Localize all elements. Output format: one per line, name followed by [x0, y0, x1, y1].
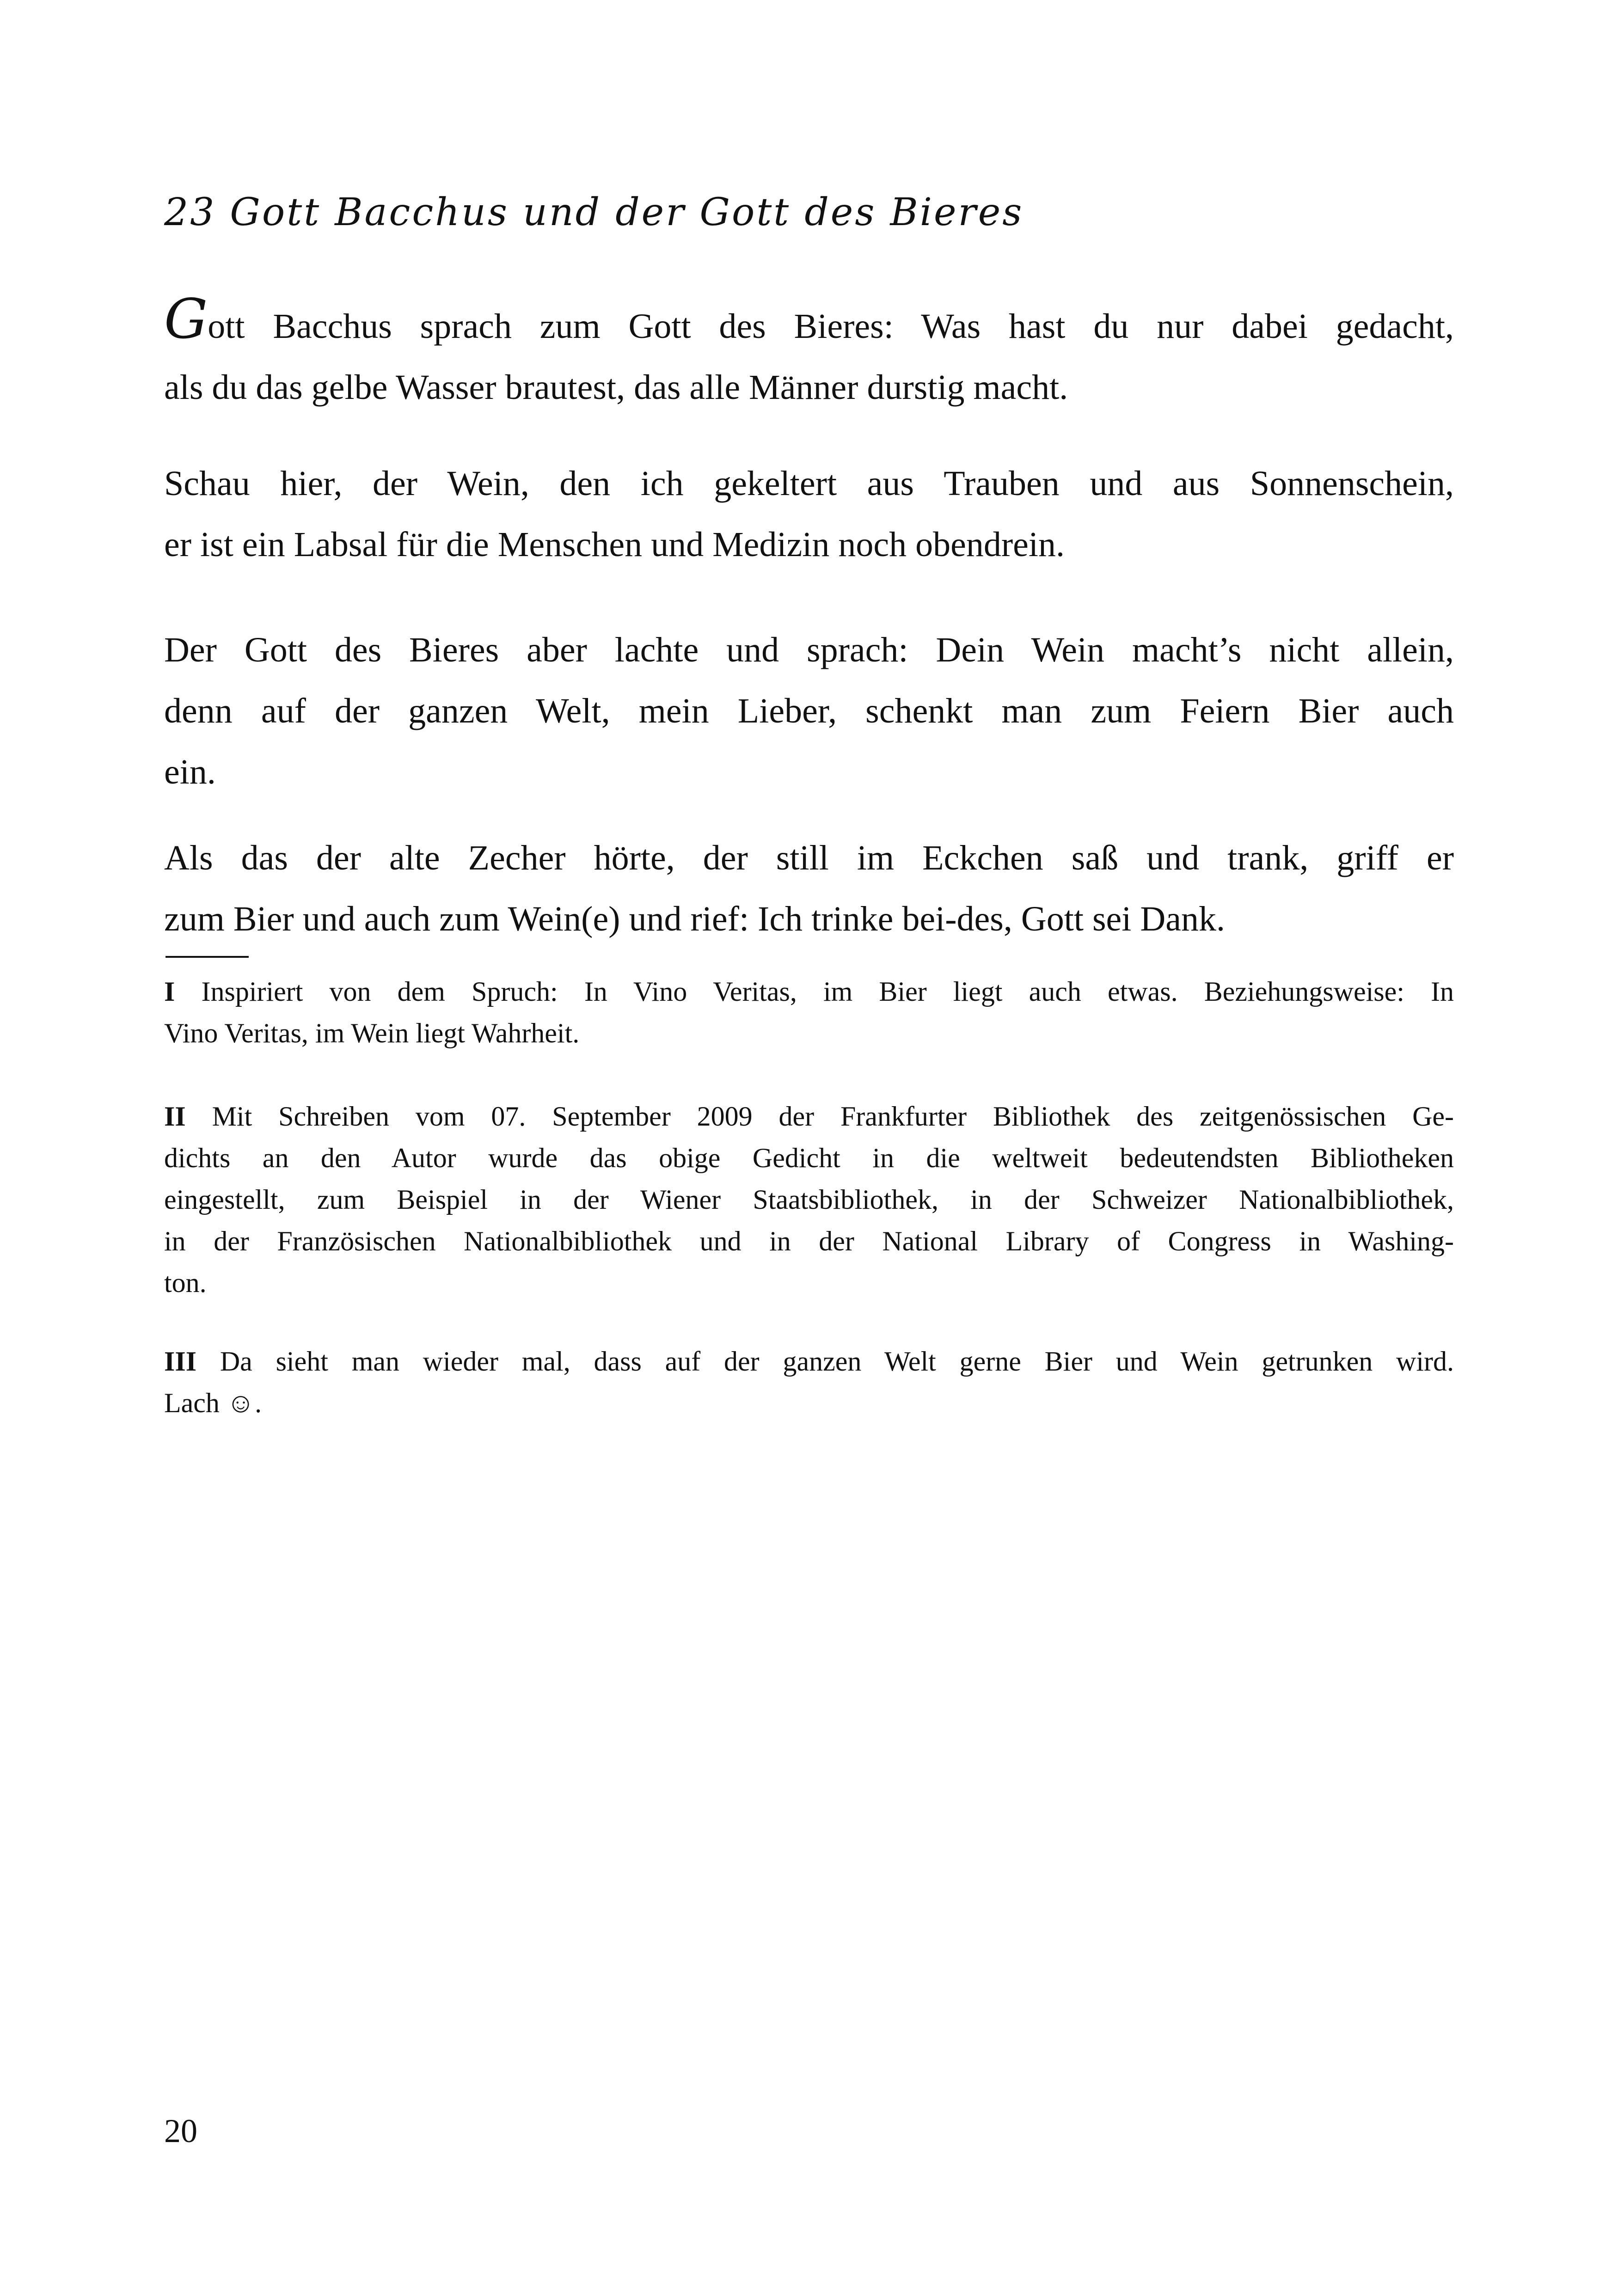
footnote-3-text: Da sieht man wieder mal, dass auf der ganzen Welt gerne Bier und Wein getrunken wird. [220, 1346, 1454, 1377]
footnote-2-line-2: dichts an den Autor wurde das obige Gedicht in die weltweit bedeutendsten Bibliotheken [164, 1143, 1454, 1173]
footnote-2-label: II [164, 1101, 186, 1132]
footnote-2-line-4: in der Französischen Nationalbibliothek und in der National Library of Congress in Washing- [164, 1226, 1454, 1256]
footnote-1 [164, 971, 1454, 1054]
drop-cap: G [164, 287, 208, 351]
footnote-divider [165, 956, 249, 958]
poem-title: 23 Gott Bacchus und der Gott des Bieres [164, 190, 1024, 234]
stanza-2 [164, 453, 1454, 575]
stanza-3 [164, 619, 1454, 802]
stanza-2-line-2: er ist ein Labsal für die Menschen und Medizin noch obendrein. [164, 525, 1065, 564]
stanza-3-line-2: denn auf der ganzen Welt, mein Lieber, schenkt man zum Feiern Bier auch [164, 692, 1454, 730]
stanza-1-line-2: als du das gelbe Wasser brautest, das alle Männer durstig macht. [164, 368, 1068, 407]
footnote-1-line-2: Vino Veritas, im Wein liegt Wahrheit. [164, 1018, 580, 1048]
stanza-3-line-3: ein. [164, 753, 216, 791]
stanza-1 [164, 287, 1454, 418]
footnote-2-line-3: eingestellt, zum Beispiel in der Wiener Staatsbibliothek, in der Schweizer Nationalbibliothek, [164, 1184, 1454, 1215]
footnote-3 [164, 1341, 1454, 1424]
footnote-1-line-1 [164, 971, 1454, 1012]
stanza-4-line-1: Als das der alte Zecher hörte, der still im Eckchen saß und trank, griff er [164, 839, 1454, 877]
footnote-2-line-5: ton. [164, 1267, 207, 1298]
stanza-3-line-1: Der Gott des Bieres aber lachte und sprach: Dein Wein macht’s nicht allein, [164, 631, 1454, 669]
footnote-1-label: I [164, 976, 175, 1007]
stanza-4 [164, 827, 1454, 949]
page-number: 20 [164, 2112, 197, 2149]
stanza-1-line-1-text: ott Bacchus sprach zum Gott des Bieres: Was hast du nur dabei gedacht, [208, 307, 1454, 346]
footnote-2-line-1 [164, 1096, 1454, 1137]
footnote-2 [164, 1096, 1454, 1304]
footnote-3-label: III [164, 1346, 197, 1377]
footnote-3-line-2: Lach ☺. [164, 1388, 262, 1418]
stanza-2-line-1: Schau hier, der Wein, den ich gekeltert aus Trauben und aus Sonnenschein, [164, 464, 1454, 503]
footnote-2-text: Mit Schreiben vom 07. September 2009 der Frankfurter Bibliothek des zeitgenössischen Ge- [212, 1101, 1454, 1132]
stanza-4-line-2: zum Bier und auch zum Wein(e) und rief: Ich trinke bei-des, Gott sei Dank. [164, 900, 1225, 938]
footnote-3-line-1 [164, 1341, 1454, 1382]
footnote-1-text: Inspiriert von dem Spruch: In Vino Veritas, im Bier liegt auch etwas. Beziehungsweise: In [201, 976, 1454, 1007]
stanza-1-line-1 [164, 287, 1454, 357]
